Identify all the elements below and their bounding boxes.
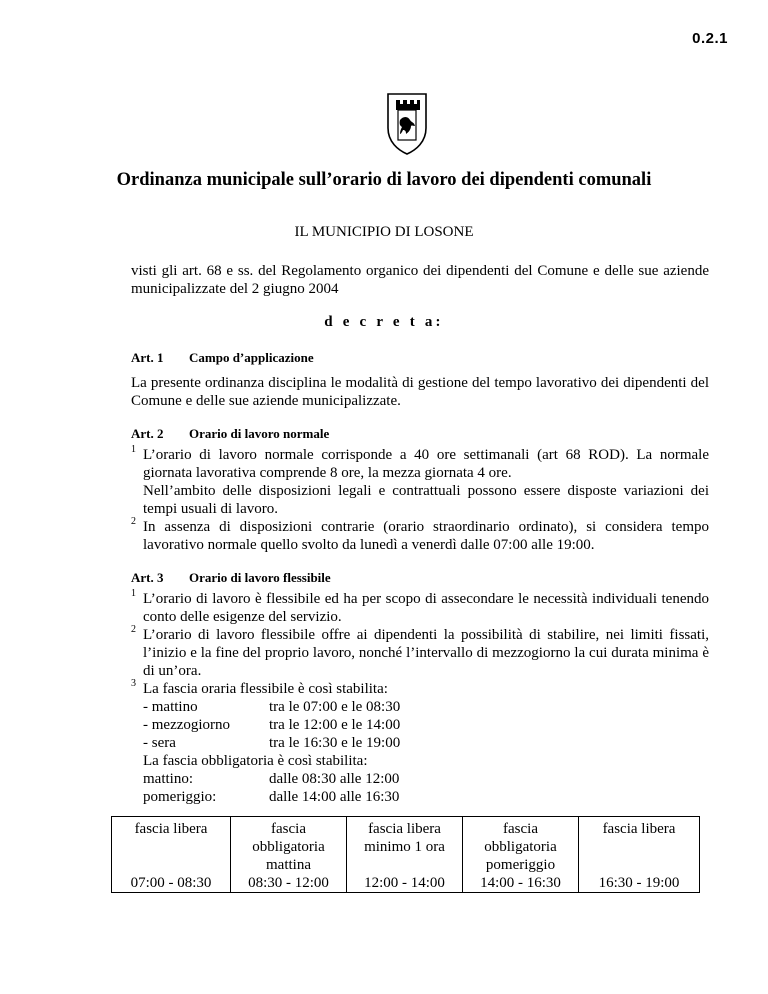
- paragraph-number: 2: [131, 516, 136, 527]
- schedule-time-cell: 14:00 - 16:30: [463, 874, 579, 893]
- schedule-label-cell: [579, 817, 700, 875]
- preamble: visti gli art. 68 e ss. del Regolamento organico dei dipendenti del Comune e delle sue aziende municipalizzate del 2 giugno 2004: [131, 263, 709, 297]
- coat-of-arms-icon: [386, 92, 428, 156]
- schedule-label-cell: [112, 817, 231, 875]
- paragraph: L’orario di lavoro normale corrisponde a 40 ore settimanali (art 68 ROD). La normale giornata lavorativa comprende 8 ore, la mezza giornata 4 ore.: [143, 447, 709, 481]
- paragraph-number: 3: [131, 678, 136, 689]
- flex-range-label: - sera: [143, 735, 176, 751]
- article-heading: [131, 350, 314, 366]
- article-heading: [131, 426, 329, 442]
- paragraph: L’orario di lavoro flessibile offre ai dipendenti la possibilità di stabilire, nei limiti fissati, l’inizio e la fine del proprio lavoro, nonché l’intervallo di mezzogiorno la cui durata minima è di un’ora.: [143, 627, 709, 679]
- schedule-table: [111, 816, 700, 893]
- article-title: Orario di lavoro normale: [189, 426, 330, 441]
- schedule-time-cell: 12:00 - 14:00: [347, 874, 463, 893]
- flex-range-row: [143, 716, 400, 734]
- mandatory-range-label: pomeriggio:: [143, 789, 217, 805]
- article-title: Orario di lavoro flessibile: [189, 570, 331, 585]
- schedule-label-cell: [463, 817, 579, 875]
- schedule-label-line: pomeriggio: [485, 857, 556, 873]
- schedule-label-line: fascia libera: [602, 821, 676, 837]
- flex-range-label: - mattino: [143, 699, 198, 715]
- article-number: Art. 2: [131, 426, 164, 441]
- paragraph: Nell’ambito delle disposizioni legali e contrattuali possono essere disposte variazioni dei tempi usuali di lavoro.: [143, 483, 709, 517]
- schedule-label-line: obbligatoria: [252, 839, 325, 855]
- flex-range-label: - mezzogiorno: [143, 717, 231, 733]
- flex-range-value: tra le 12:00 e le 14:00: [269, 717, 401, 733]
- schedule-time-cell: 08:30 - 12:00: [231, 874, 347, 893]
- schedule-label-cell: [231, 817, 347, 875]
- mandatory-range-value: dalle 14:00 alle 16:30: [269, 789, 400, 805]
- paragraph: In assenza di disposizioni contrarie (orario straordinario ordinato), si considera tempo lavorativo normale quello svolto da lunedì a venerdì dalle 07:00 alle 19:00.: [143, 519, 709, 553]
- article-text: La presente ordinanza disciplina le modalità di gestione del tempo lavorativo dei dipendenti del Comune e delle sue aziende municipalizzate.: [131, 375, 709, 409]
- mandatory-range-row: [143, 770, 399, 788]
- document-code: 0.2.1: [692, 30, 728, 47]
- flex-range-row: [143, 734, 400, 752]
- article-number: Art. 3: [131, 570, 164, 585]
- paragraph-number: 2: [131, 624, 136, 635]
- schedule-label-line: mattina: [266, 857, 311, 873]
- schedule-label-line: minimo 1 ora: [364, 839, 445, 855]
- mandatory-range-label: mattino:: [143, 771, 193, 787]
- mandatory-range-row: [143, 788, 399, 806]
- schedule-label-cell: [347, 817, 463, 875]
- schedule-label-line: obbligatoria: [484, 839, 557, 855]
- issuing-authority: IL MUNICIPIO DI LOSONE: [294, 224, 474, 240]
- document-title: Ordinanza municipale sull’orario di lavoro dei dipendenti comunali: [116, 170, 652, 190]
- mandatory-range-value: dalle 08:30 alle 12:00: [269, 771, 400, 787]
- paragraph: La fascia oraria flessibile è così stabilita:: [143, 681, 388, 697]
- article-number: Art. 1: [131, 350, 164, 365]
- mandatory-intro: La fascia obbligatoria è così stabilita:: [143, 753, 368, 769]
- article-title: Campo d’applicazione: [189, 350, 314, 365]
- flex-range-value: tra le 07:00 e le 08:30: [269, 699, 401, 715]
- schedule-label-line: fascia libera: [368, 821, 441, 837]
- schedule-label-line: fascia: [271, 821, 306, 837]
- schedule-time-cell: 07:00 - 08:30: [112, 874, 231, 893]
- paragraph-number: 1: [131, 444, 136, 455]
- flex-range-row: [143, 698, 400, 716]
- schedule-time-row: [112, 874, 700, 893]
- paragraph-number: 1: [131, 588, 136, 599]
- decree-heading: d e c r e t a:: [324, 314, 444, 330]
- schedule-label-line: fascia libera: [134, 821, 208, 837]
- schedule-time-cell: 16:30 - 19:00: [579, 874, 700, 893]
- schedule-label-line: fascia: [503, 821, 538, 837]
- article-heading: [131, 570, 331, 586]
- flex-range-value: tra le 16:30 e le 19:00: [269, 735, 401, 751]
- paragraph: L’orario di lavoro è flessibile ed ha per scopo di assecondare le necessità individuali tenendo conto delle esigenze del servizio.: [143, 591, 709, 625]
- schedule-label-row: [112, 817, 700, 875]
